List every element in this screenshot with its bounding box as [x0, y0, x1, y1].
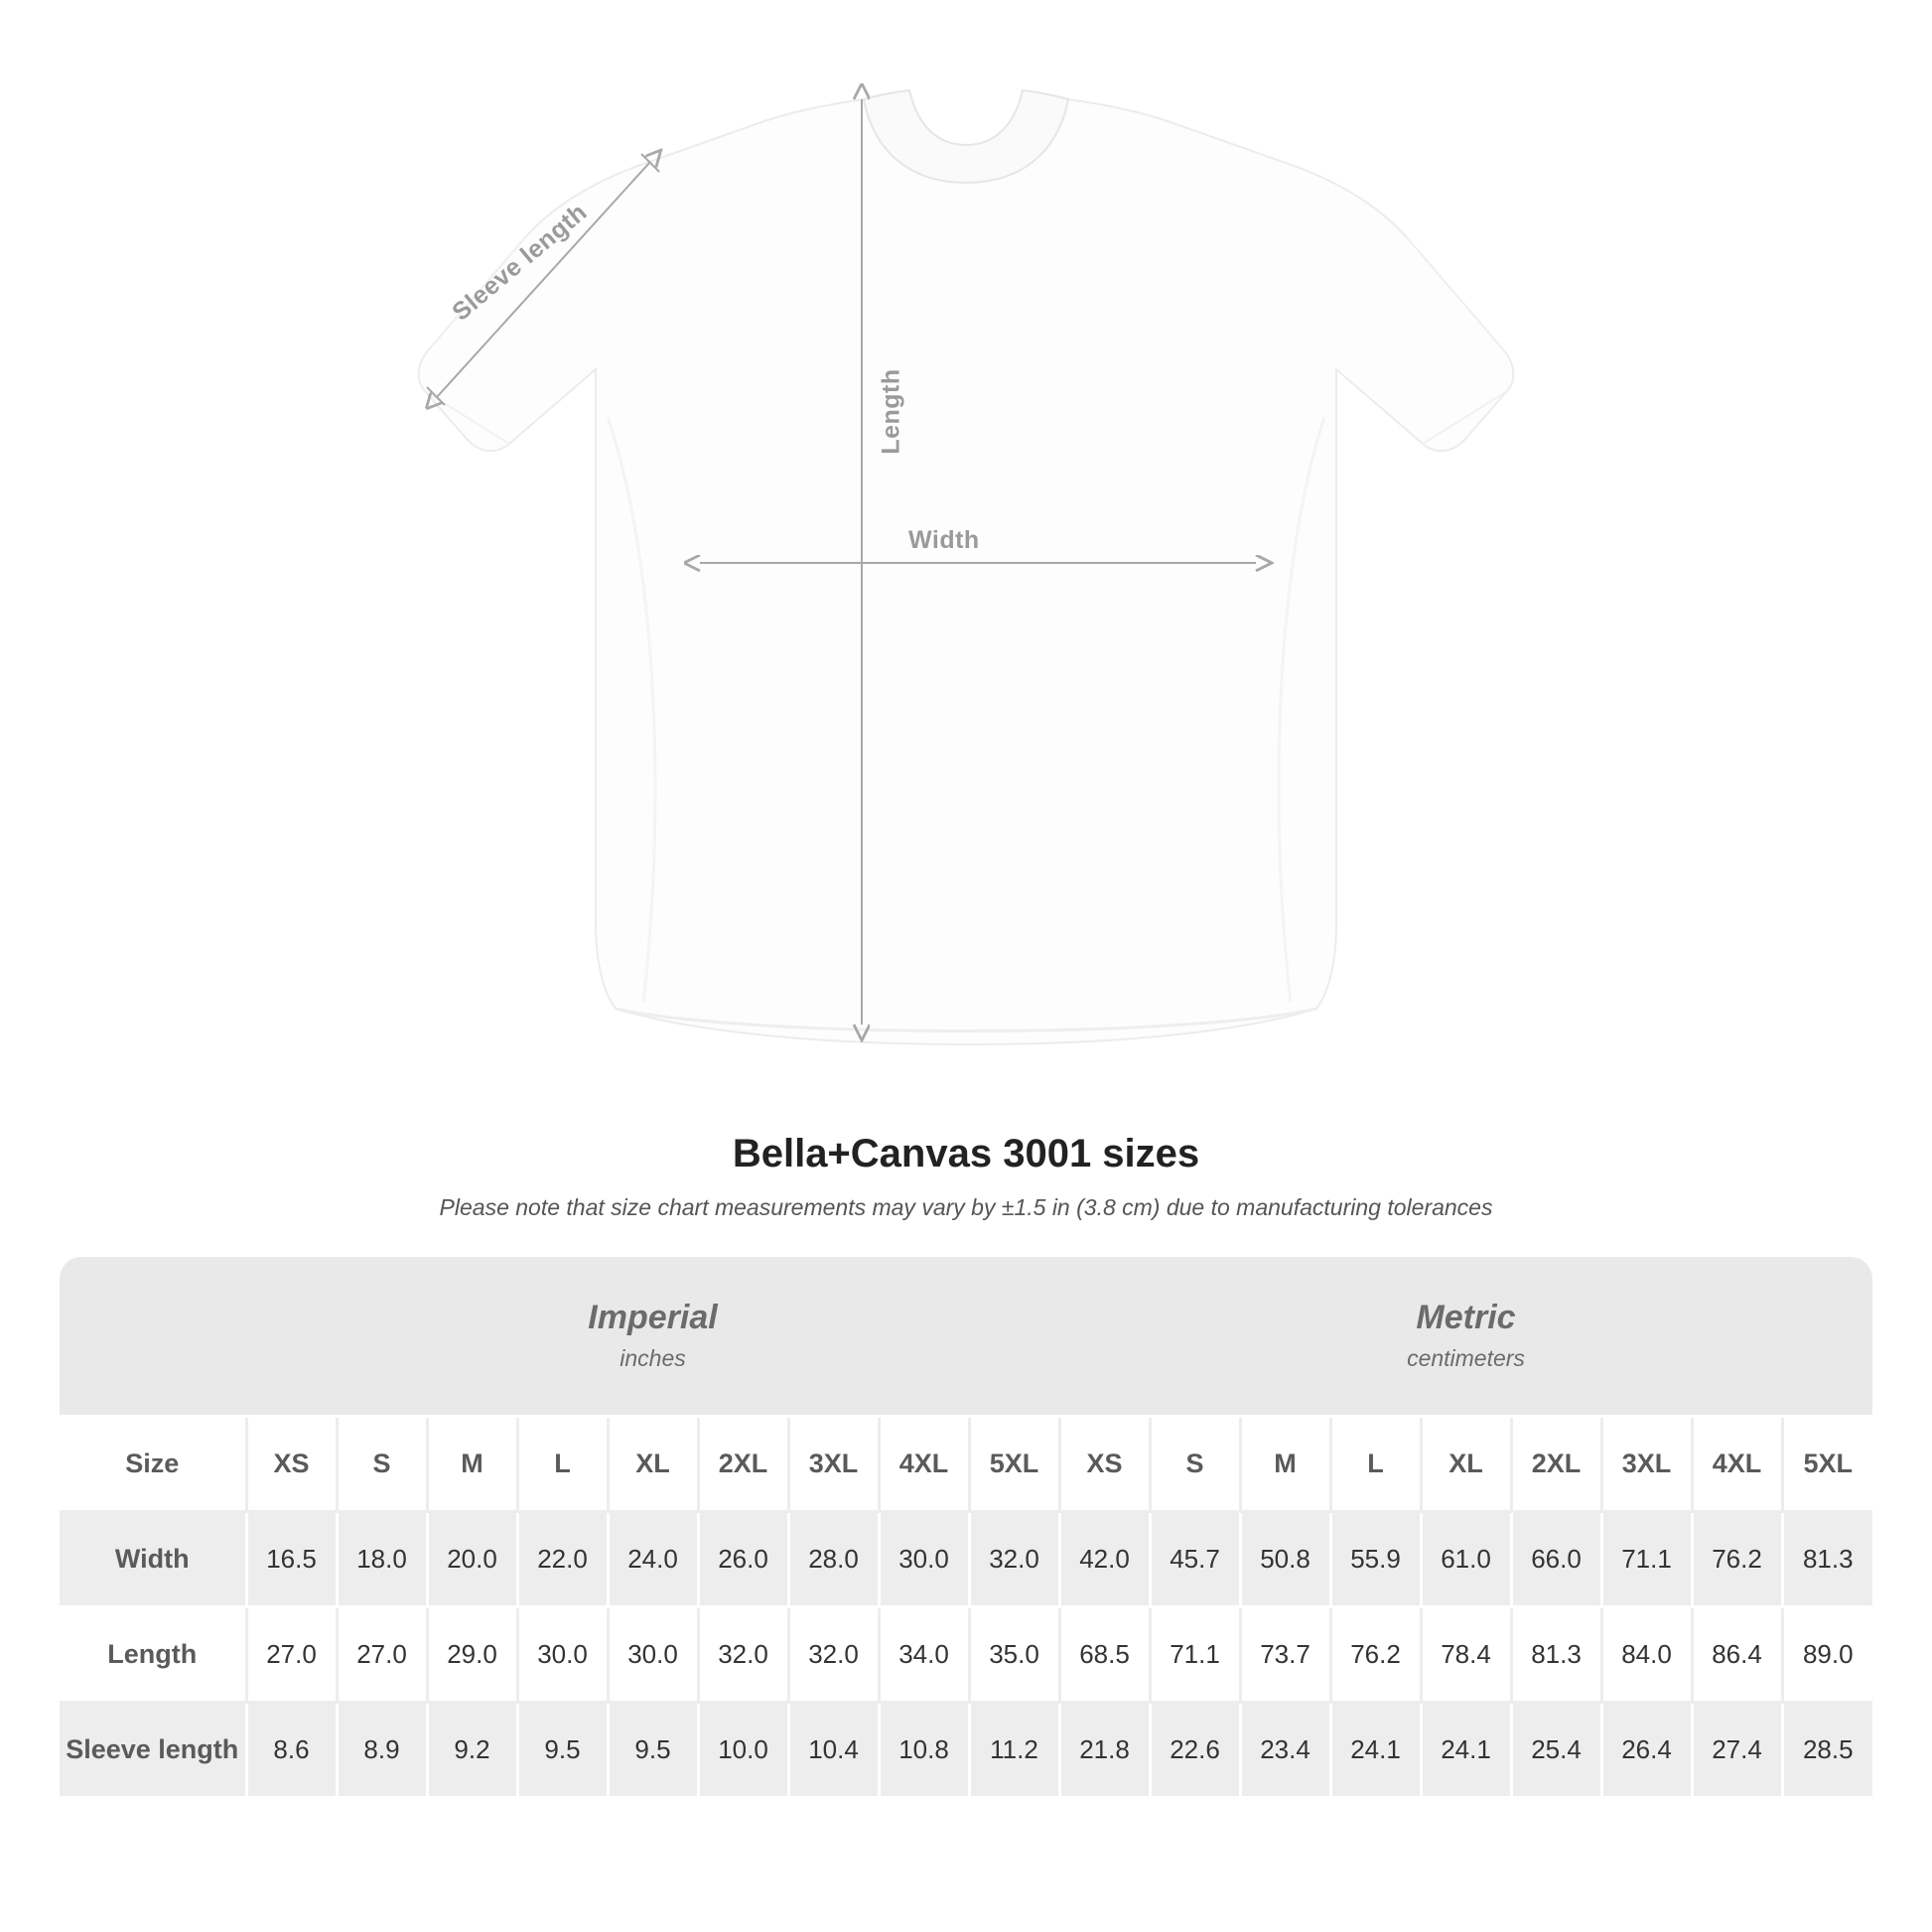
- cell: 84.0: [1601, 1606, 1692, 1702]
- length-label: Length: [877, 368, 905, 455]
- cell: 22.6: [1150, 1702, 1240, 1797]
- cell: 26.4: [1601, 1702, 1692, 1797]
- cell: 22.0: [517, 1511, 608, 1606]
- cell: 16.5: [246, 1511, 337, 1606]
- size-header-cell: 5XL: [969, 1416, 1059, 1511]
- cell: 24.1: [1330, 1702, 1421, 1797]
- size-header-row: [60, 1416, 1872, 1511]
- cell: 24.0: [608, 1511, 698, 1606]
- cell: 71.1: [1601, 1511, 1692, 1606]
- cell: 76.2: [1330, 1606, 1421, 1702]
- cell: 34.0: [879, 1606, 969, 1702]
- cell: 27.0: [337, 1606, 427, 1702]
- unit-name-metric: Metric: [1416, 1299, 1516, 1337]
- size-header-cell: 2XL: [698, 1416, 788, 1511]
- cell: 9.5: [517, 1702, 608, 1797]
- cell: 30.0: [879, 1511, 969, 1606]
- unit-header-row: [60, 1257, 1872, 1416]
- unit-sub-imperial: inches: [620, 1345, 686, 1372]
- cell: 86.4: [1692, 1606, 1782, 1702]
- cell: 42.0: [1059, 1511, 1150, 1606]
- cell: 10.0: [698, 1702, 788, 1797]
- cell: 68.5: [1059, 1606, 1150, 1702]
- size-header-cell: M: [427, 1416, 517, 1511]
- cell: 10.4: [788, 1702, 879, 1797]
- cell: 9.2: [427, 1702, 517, 1797]
- cell: 24.1: [1421, 1702, 1511, 1797]
- width-label: Width: [908, 526, 980, 554]
- size-header-cell: S: [337, 1416, 427, 1511]
- size-header-cell: 3XL: [788, 1416, 879, 1511]
- cell: 35.0: [969, 1606, 1059, 1702]
- cell: 26.0: [698, 1511, 788, 1606]
- table-row: [60, 1702, 1872, 1797]
- cell: 81.3: [1782, 1511, 1872, 1606]
- cell: 55.9: [1330, 1511, 1421, 1606]
- tolerance-note: Please note that size chart measurements may vary by ±1.5 in (3.8 cm) due to manufacturing tolerances: [439, 1194, 1493, 1220]
- cell: 71.1: [1150, 1606, 1240, 1702]
- size-header-cell: L: [517, 1416, 608, 1511]
- cell: 66.0: [1511, 1511, 1601, 1606]
- cell: 27.0: [246, 1606, 337, 1702]
- size-header-cell: 3XL: [1601, 1416, 1692, 1511]
- cell: 89.0: [1782, 1606, 1872, 1702]
- size-header-cell: M: [1240, 1416, 1330, 1511]
- unit-sub-metric: centimeters: [1407, 1345, 1525, 1372]
- cell: 50.8: [1240, 1511, 1330, 1606]
- cell: 28.0: [788, 1511, 879, 1606]
- size-header-cell: 4XL: [879, 1416, 969, 1511]
- size-header-cell: 2XL: [1511, 1416, 1601, 1511]
- cell: 76.2: [1692, 1511, 1782, 1606]
- size-header-cell: XL: [608, 1416, 698, 1511]
- size-header-cell: S: [1150, 1416, 1240, 1511]
- size-header-label: Size: [60, 1416, 246, 1511]
- page-title: Bella+Canvas 3001 sizes: [732, 1132, 1200, 1175]
- cell: 61.0: [1421, 1511, 1511, 1606]
- size-header-cell: 4XL: [1692, 1416, 1782, 1511]
- unit-group-imperial: [246, 1257, 1059, 1416]
- table-row: [60, 1511, 1872, 1606]
- cell: 10.8: [879, 1702, 969, 1797]
- table-row: [60, 1606, 1872, 1702]
- cell: 28.5: [1782, 1702, 1872, 1797]
- size-table: [60, 1257, 1872, 1799]
- cell: 9.5: [608, 1702, 698, 1797]
- cell: 29.0: [427, 1606, 517, 1702]
- size-header-cell: XL: [1421, 1416, 1511, 1511]
- unit-name-imperial: Imperial: [588, 1299, 718, 1337]
- row-label-sleeve-length: Sleeve length: [60, 1702, 246, 1797]
- cell: 81.3: [1511, 1606, 1601, 1702]
- cell: 11.2: [969, 1702, 1059, 1797]
- cell: 8.6: [246, 1702, 337, 1797]
- cell: 32.0: [698, 1606, 788, 1702]
- cell: 27.4: [1692, 1702, 1782, 1797]
- size-table-wrapper: [60, 1257, 1872, 1799]
- cell: 18.0: [337, 1511, 427, 1606]
- cell: 73.7: [1240, 1606, 1330, 1702]
- size-header-cell: XS: [246, 1416, 337, 1511]
- row-label-width: Width: [60, 1511, 246, 1606]
- cell: 30.0: [608, 1606, 698, 1702]
- size-header-cell: XS: [1059, 1416, 1150, 1511]
- cell: 32.0: [969, 1511, 1059, 1606]
- cell: 25.4: [1511, 1702, 1601, 1797]
- cell: 8.9: [337, 1702, 427, 1797]
- cell: 20.0: [427, 1511, 517, 1606]
- unit-group-metric: [1059, 1257, 1872, 1416]
- cell: 21.8: [1059, 1702, 1150, 1797]
- cell: 30.0: [517, 1606, 608, 1702]
- title-block: [0, 1132, 1932, 1221]
- cell: 23.4: [1240, 1702, 1330, 1797]
- cell: 45.7: [1150, 1511, 1240, 1606]
- unit-header-spacer: [60, 1257, 246, 1416]
- size-header-cell: L: [1330, 1416, 1421, 1511]
- sleeve-length-label: Sleeve length: [447, 198, 593, 327]
- size-header-cell: 5XL: [1782, 1416, 1872, 1511]
- row-label-length: Length: [60, 1606, 246, 1702]
- cell: 78.4: [1421, 1606, 1511, 1702]
- shirt-shape: [419, 90, 1514, 1044]
- cell: 32.0: [788, 1606, 879, 1702]
